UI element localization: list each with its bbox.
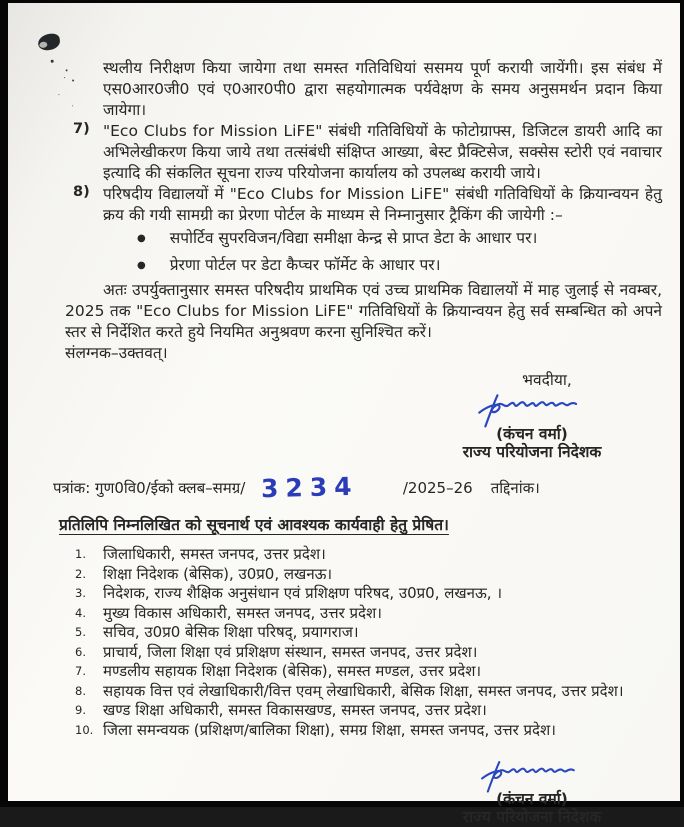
enclosure-note: संलग्नक–उक्तवत्। (65, 344, 168, 362)
signatory-name: (कंचन वर्मा) (496, 425, 568, 443)
bullet-icon: ● (137, 233, 146, 244)
recipient-text: मण्डलीय सहायक शिक्षा निदेशक (बेसिक), समस्त मण्डल, उत्तर प्रदेश। (103, 662, 482, 680)
reference-year: /2025–26 (402, 479, 473, 497)
reference-dated: तद्दिनांक। (490, 479, 540, 497)
bullet-item (65, 226, 662, 253)
recipient-text: खण्ड शिक्षा अधिकारी, समस्त विकासखण्ड, समस्त जनपद, उत्तर प्रदेश। (103, 701, 487, 719)
recipient-number: 10. (75, 722, 94, 737)
signature-scribble-icon (470, 758, 594, 794)
salutation: भवदीया, (522, 371, 572, 389)
bullet-text: प्रेरणा पोर्टल पर डेटा कैप्चर फॉर्मेट के आधार पर। (169, 256, 441, 274)
bullet-text: सपोर्टिव सुपरविजन/विद्या समीक्षा केन्द्र से प्राप्त डेटा के आधार पर। (169, 229, 538, 247)
item-text: "Eco Clubs for Mission LiFE" संबंधी गतिविधियों के फोटोग्राफ्स, डिजिटल डायरी आदि का अभिलेखीकरण किया जाये तथा तत्संबंधी संक्षिप्त आख्या, बेस्ट प्रैक्टिसेज, सक्सेस स्टोरी एवं नवाचार इत्यादि की संकलित सूचना राज्य परियोजना कार्यालय को उपलब्ध करायी जाये। (103, 122, 662, 182)
recipient-row (65, 662, 662, 682)
signature-block-top (422, 370, 642, 462)
recipient-text: मुख्य विकास अधिकारी, समस्त जनपद, उत्तर प्रदेश। (103, 603, 382, 622)
numbered-item-8 (65, 184, 662, 226)
paragraph-continuation: स्थलीय निरीक्षण किया जायेगा तथा समस्त गतिविधियां ससमय पूर्ण करायी जायेंगी। इस संबंध में एस0आर0जी0 एवं ए0आर0पी0 द्वारा सहयोगात्मक पर्यवेक्षण के समय अनुसमर्थन प्रदान किया जायेगा। (103, 59, 662, 119)
recipient-text: सचिव, उ0प्र0 बेसिक शिक्षा परिषद्, प्रयागराज। (103, 623, 359, 641)
recipient-number: 8. (75, 683, 86, 698)
recipient-row (65, 701, 662, 721)
letter-body (8, 3, 680, 364)
signatory-designation: राज्य परियोजना निदेशक (462, 443, 602, 461)
recipient-text: सहायक वित्त एवं लेखाधिकारी/वित्त एवम् लेखाधिकारी, बेसिक शिक्षा, समस्त जनपद, उत्तर प्रदेश। (103, 681, 624, 700)
recipient-text: जिला समन्वयक (प्रशिक्षण/बालिका शिक्षा), समग्र शिक्षा, समस्त जनपद, उत्तर प्रदेश। (103, 720, 556, 739)
recipient-number: 9. (75, 703, 86, 717)
copy-section (8, 513, 680, 740)
recipient-number: 2. (75, 566, 86, 581)
handwritten-letter-number: 3234 (260, 471, 360, 504)
recipient-text: प्राचार्य, जिला शिक्षा एवं प्रशिक्षण संस्थान, समस्त जनपद, उत्तर प्रदेश। (103, 642, 478, 661)
reference-prefix: पत्रांक: गुण0वि0/ईको क्लब–समग्र/ (53, 479, 246, 497)
recipient-row (65, 682, 662, 702)
recipient-number: 4. (75, 605, 86, 620)
signature-scribble-icon (466, 391, 598, 429)
item-number: 7) (73, 121, 90, 137)
recipient-number: 7. (75, 664, 86, 678)
recipient-row (65, 643, 662, 663)
recipient-text: शिक्षा निदेशक (बेसिक), उ0प्र0, लखनऊ। (103, 564, 333, 583)
item-number: 8) (73, 184, 90, 200)
recipient-list (65, 545, 662, 740)
closing-paragraph: अतः उपर्युक्तानुसार समस्त परिषदीय प्राथमिक एवं उच्च प्राथमिक विद्यालयों में माह जुलाई से नवम्बर, 2025 तक "Eco Clubs for Mission LiFE" गतिविधियों के क्रियान्वयन हेतु सर्व सम्बन्धित को अपने स्तर से निर्देशित करते हुये नियमित अनुश्रवण करना सुनिश्चित करें। (65, 281, 662, 341)
recipient-number: 3. (75, 586, 86, 600)
recipient-number: 1. (75, 547, 86, 561)
recipient-text: निदेशक, राज्य शैक्षिक अनुसंधान एवं प्रशिक्षण परिषद, उ0प्र0, लखनऊ, । (103, 584, 502, 602)
signatory-name: (कंचन वर्मा) (496, 790, 568, 808)
recipient-text: जिलाधिकारी, समस्त जनपद, उत्तर प्रदेश। (103, 545, 326, 563)
copy-heading: प्रतिलिपि निम्नलिखित को सूचनार्थ एवं आवश्यक कार्यवाही हेतु प्रेषित। (59, 516, 449, 534)
signature-block-bottom (422, 758, 642, 827)
bullet-icon: ● (137, 260, 146, 271)
numbered-item-7 (65, 121, 662, 184)
recipient-row (65, 623, 662, 643)
bullet-item (65, 253, 662, 280)
reference-line (0, 470, 680, 504)
signatory-designation: राज्य परियोजना निदेशक (462, 808, 602, 826)
item-text: परिषदीय विद्यालयों में "Eco Clubs for Mission LiFE" संबंधी गतिविधियों के क्रियान्वयन हेतु क्रय की गयी सामग्री का प्रेरणा पोर्टल के माध्यम से निम्नानुसार ट्रैकिंग की जायेगी :– (103, 185, 662, 224)
recipient-number: 5. (75, 625, 86, 639)
letter-page (8, 3, 680, 826)
recipient-number: 6. (75, 644, 86, 659)
recipient-row (65, 584, 662, 604)
recipient-row (65, 721, 662, 741)
recipient-row (65, 604, 662, 624)
recipient-row (65, 545, 662, 565)
recipient-row (65, 565, 662, 585)
